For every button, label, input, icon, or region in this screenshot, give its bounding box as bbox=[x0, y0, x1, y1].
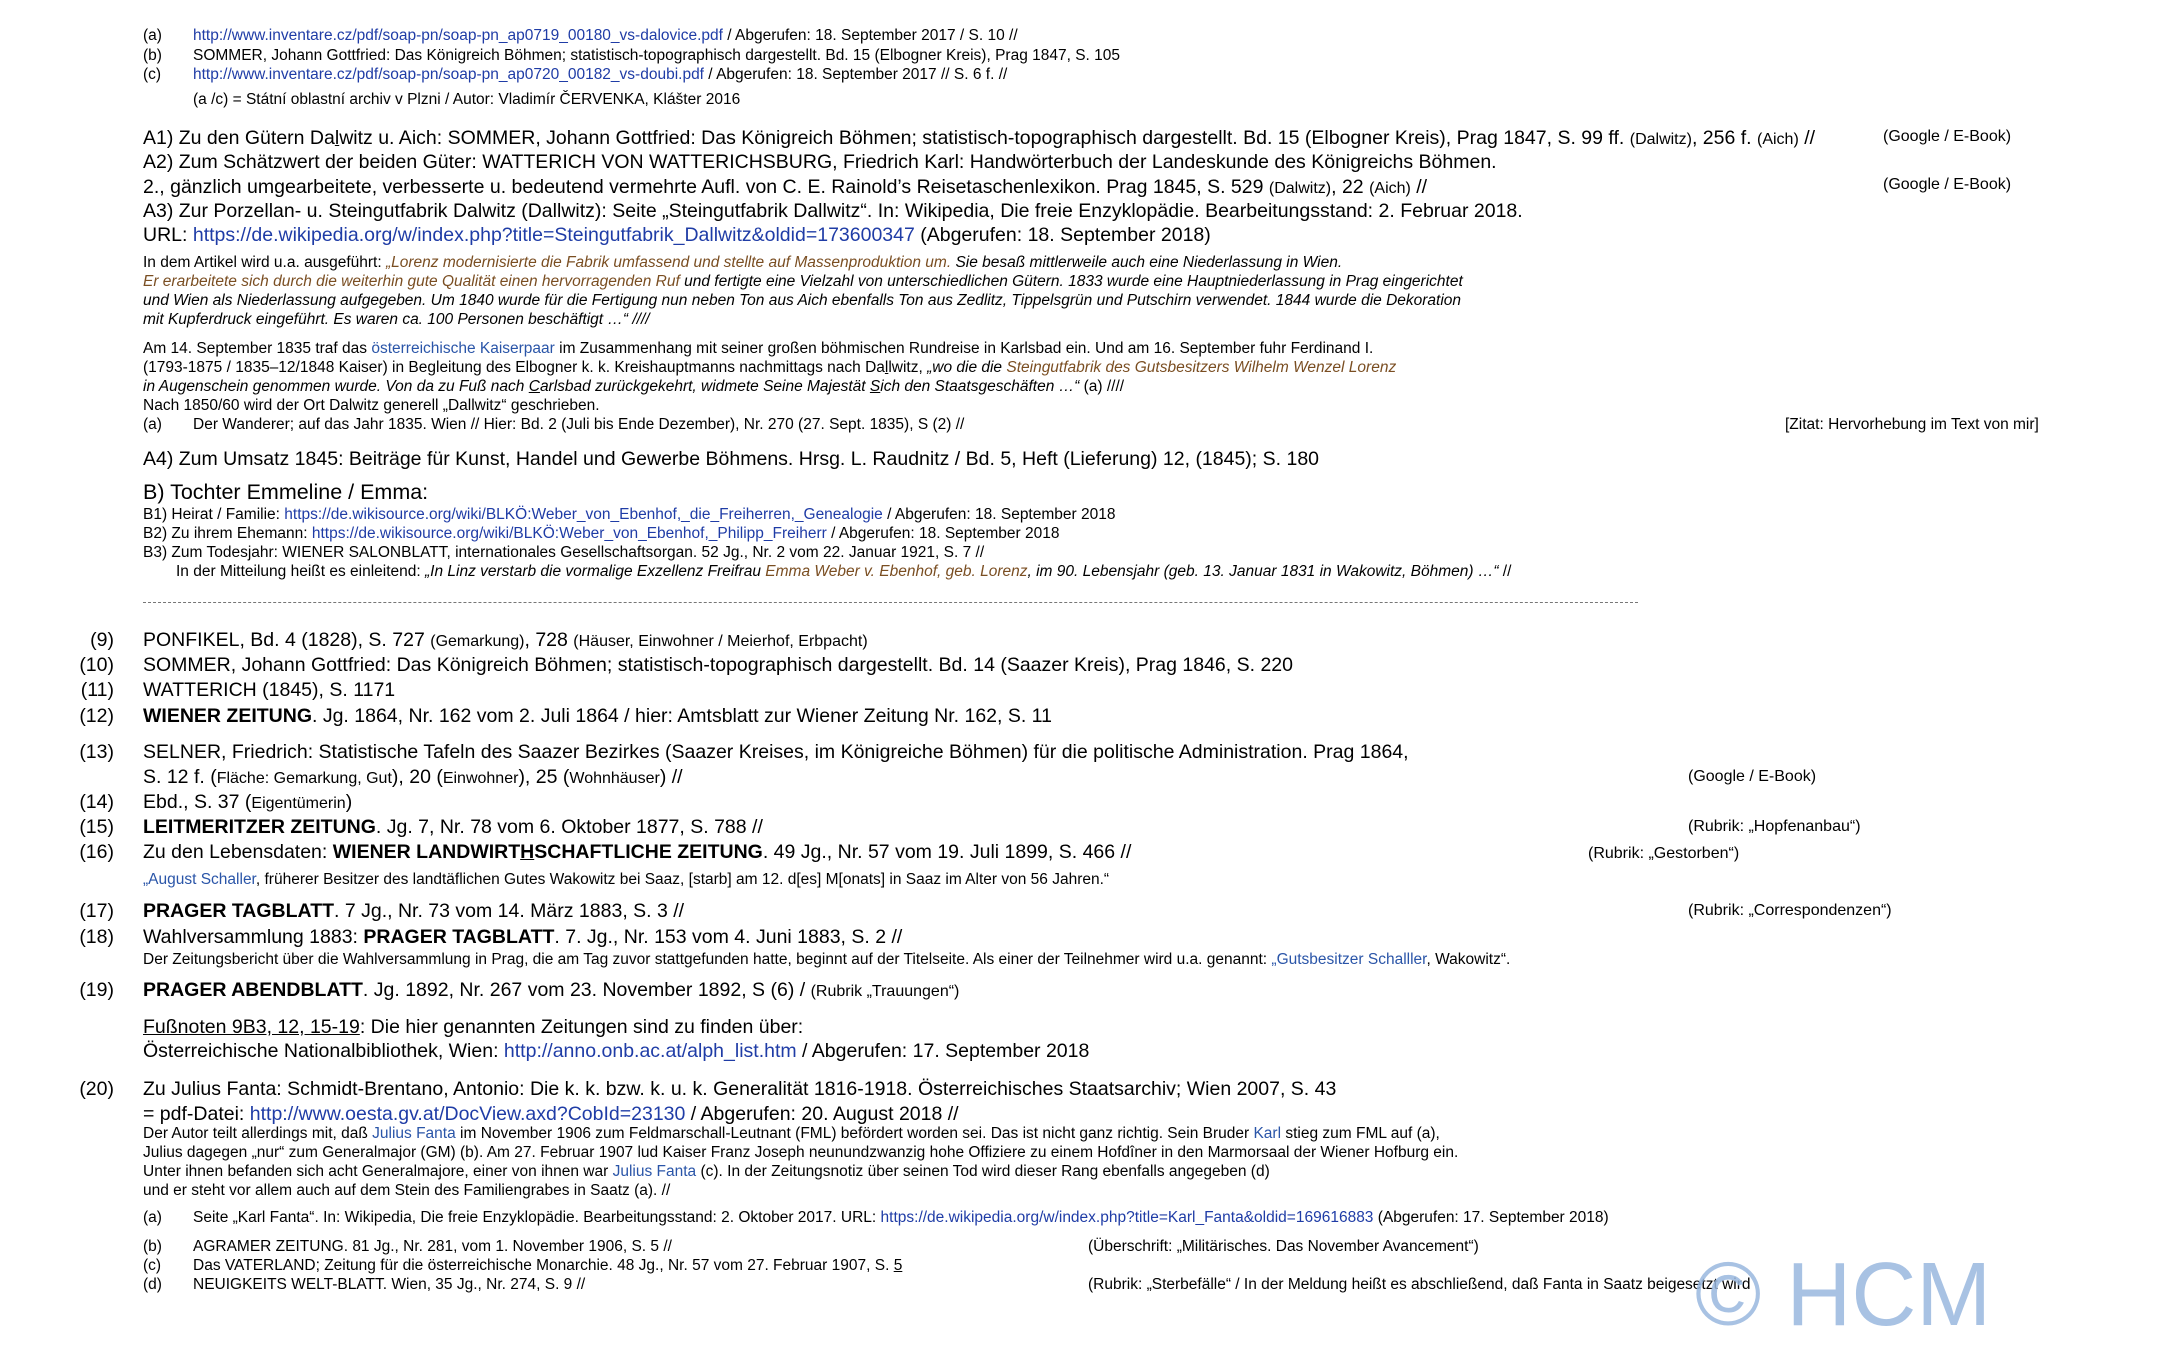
footnote-20-ref-d: (d) NEUIGKEITS WELT-BLATT. Wien, 35 Jg., Nr. 274, S. 9 // bbox=[143, 1276, 586, 1293]
visit-line-4: Nach 1850/60 wird der Ort Dalwitz generell „Dallwitz“ geschrieben. bbox=[143, 397, 600, 414]
footnote-15: LEITMERITZER ZEITUNG. Jg. 7, Nr. 78 vom 6. Oktober 1877, S. 788 // bbox=[143, 816, 763, 838]
footnote-18: Wahlversammlung 1883: PRAGER TAGBLATT. 7. Jg., Nr. 153 vom 4. Juni 1883, S. 2 // bbox=[143, 926, 903, 948]
footnote-17: PRAGER TAGBLATT. 7 Jg., Nr. 73 vom 14. März 1883, S. 3 // bbox=[143, 900, 685, 922]
footnote-13-source: (Google / E-Book) bbox=[1688, 768, 1817, 785]
footnote-20-text-2: Julius dagegen „nur“ zum Generalmajor (GM) (b). Am 27. Februar 1907 lud Kaiser Franz Joseph neunundzwanzig hohe Offiziere zu einem Hofdîner in den Marmorsaal der Wiener Hofburg ein. bbox=[143, 1144, 1459, 1161]
ref-top-a-link[interactable]: http://www.inventare.cz/pdf/soap-pn/soap-pn_ap0719_00180_vs-dalovice.pdf bbox=[193, 27, 723, 44]
ref-top-c: (c) http://www.inventare.cz/pdf/soap-pn/soap-pn_ap0720_00182_vs-doubi.pdf / Abgerufen: 18. September 2017 // S. 6 f. // bbox=[143, 66, 1008, 83]
ref-top-b: (b) SOMMER, Johann Gottfried: Das Königreich Böhmen; statistisch-topographisch dargestellt. Bd. 15 (Elbogner Kreis), Prag 1847, S. 105 bbox=[143, 47, 1121, 64]
footnote-number-19: (19) bbox=[79, 979, 114, 1001]
ref-top-c-link[interactable]: http://www.inventare.cz/pdf/soap-pn/soap-pn_ap0720_00182_vs-doubi.pdf bbox=[193, 66, 704, 83]
footnote-number-11: (11) bbox=[80, 679, 114, 701]
footnote-11: WATTERICH (1845), S. 1171 bbox=[143, 679, 396, 701]
b2-link[interactable]: https://de.wikisource.org/wiki/BLKÖ:Weber_von_Ebenhof,_Philipp_Freiherr bbox=[311, 525, 827, 542]
footnote-number-14: (14) bbox=[79, 791, 114, 813]
footnote-note-line-1: Fußnoten 9B3, 12, 15-19: Die hier genannten Zeitungen sind zu finden über: bbox=[143, 1016, 804, 1038]
footnote-13-line-2: S. 12 f. (Fläche: Gemarkung, Gut), 20 (Einwohner), 25 (Wohnhäuser) // bbox=[143, 766, 683, 788]
onb-link[interactable]: http://anno.onb.ac.at/alph_list.htm bbox=[503, 1040, 797, 1062]
visit-line-1: Am 14. September 1835 traf das österreichische Kaiserpaar im Zusammenhang mit seiner großen böhmischen Rundreise in Karlsbad ein. Und am 16. September fuhr Ferdinand I. bbox=[143, 340, 1374, 357]
footnote-number-12: (12) bbox=[79, 705, 114, 727]
visit-line-3: in Augenschein genommen wurde. Von da zu Fuß nach Carlsbad zurückgekehrt, widmete Seine Majestät Sich den Staatsgeschäften …“ (a) //// bbox=[143, 378, 1125, 395]
a1-line: A1) Zu den Gütern Dalwitz u. Aich: SOMMER, Johann Gottfried: Das Königreich Böhmen; statistisch-topographisch dargestellt. Bd. 15 (Elbogner Kreis), Prag 1847, S. 99 ff. (Dalwitz), 256 f. (Aich) // bbox=[143, 127, 1816, 149]
b-heading: B) Tochter Emmeline / Emma: bbox=[143, 480, 429, 504]
visit-ref: (a) Der Wanderer; auf das Jahr 1835. Wien // Hier: Bd. 2 (Juli bis Ende Dezember), Nr. 270 (27. Sept. 1835), S (2) // bbox=[143, 416, 965, 433]
a3-line-2: URL: https://de.wikipedia.org/w/index.php?title=Steingutfabrik_Dallwitz&oldid=173600347 (Abgerufen: 18. September 2018) bbox=[143, 224, 1211, 246]
section-divider bbox=[143, 602, 1638, 603]
b1-link[interactable]: https://de.wikisource.org/wiki/BLKÖ:Weber_von_Ebenhof,_die_Freiherren,_Genealogie bbox=[284, 506, 883, 523]
b3-line: B3) Zum Todesjahr: WIENER SALONBLATT, internationales Gesellschaftsorgan. 52 Jg., Nr. 2 vom 22. Januar 1921, S. 7 // bbox=[143, 544, 985, 561]
footnote-17-rubric: (Rubrik: „Correspondenzen“) bbox=[1688, 902, 1892, 919]
footnote-note-line-2: Österreichische Nationalbibliothek, Wien: http://anno.onb.ac.at/alph_list.htm / Abgerufen: 17. September 2018 bbox=[143, 1040, 1090, 1062]
footnote-19: PRAGER ABENDBLATT. Jg. 1892, Nr. 267 vom 23. November 1892, S (6) / (Rubrik „Trauungen“) bbox=[143, 979, 960, 1001]
footnote-10: SOMMER, Johann Gottfried: Das Königreich Böhmen; statistisch-topographisch dargestellt. Bd. 14 (Saazer Kreis), Prag 1846, S. 220 bbox=[143, 654, 1293, 676]
footnote-number-17: (17) bbox=[79, 900, 114, 922]
footnote-number-10: (10) bbox=[79, 654, 114, 676]
footnote-20-ref-a: (a) Seite „Karl Fanta“. In: Wikipedia, Die freie Enzyklopädie. Bearbeitungsstand: 2. Oktober 2017. URL: https://de.wikipedia.org/w/index.php?title=Karl_Fanta&oldid=169616883 (Abgerufen: 17. September 2018) bbox=[143, 1209, 1609, 1226]
a3-link[interactable]: https://de.wikipedia.org/w/index.php?title=Steingutfabrik_Dallwitz&oldid=173600347 bbox=[192, 224, 915, 246]
footnote-16-quote: „August Schaller, früherer Besitzer des landtäflichen Gutes Wakowitz bei Saaz, [starb] am 12. d[es] M[onats] in Saaz im Alter von 56 Jahren.“ bbox=[143, 871, 1110, 888]
footnote-15-rubric: (Rubrik: „Hopfenanbau“) bbox=[1688, 818, 1861, 835]
footnote-9: PONFIKEL, Bd. 4 (1828), S. 727 (Gemarkung), 728 (Häuser, Einwohner / Meierhof, Erbpacht) bbox=[143, 629, 868, 651]
ref-top-a: (a) http://www.inventare.cz/pdf/soap-pn/soap-pn_ap0719_00180_vs-dalovice.pdf / Abgerufen: 18. September 2017 / S. 10 // bbox=[143, 27, 1018, 44]
footnote-number-9: (9) bbox=[90, 629, 114, 651]
footnote-14: Ebd., S. 37 (Eigentümerin) bbox=[143, 791, 353, 813]
footnote-20-ref-b: (b) AGRAMER ZEITUNG. 81 Jg., Nr. 281, vom 1. November 1906, S. 5 // bbox=[143, 1238, 672, 1255]
ref-top-note: (a /c) = Státní oblastní archiv v Plzni / Autor: Vladimír ČERVENKA, Klášter 2016 bbox=[193, 91, 741, 108]
b2-line: B2) Zu ihrem Ehemann: https://de.wikisource.org/wiki/BLKÖ:Weber_von_Ebenhof,_Philipp_Freiherr / Abgerufen: 18. September 2018 bbox=[143, 525, 1060, 542]
footnote-number-15: (15) bbox=[79, 816, 114, 838]
b4-line: In der Mitteilung heißt es einleitend: „In Linz verstarb die vormalige Exzellenz Freifrau Emma Weber v. Ebenhof, geb. Lorenz, im 90. Lebensjahr (geb. 13. Januar 1831 in Wakowitz, Böhmen) …“ // bbox=[176, 563, 1512, 580]
footnote-13-line-1: SELNER, Friedrich: Statistische Tafeln des Saazer Bezirkes (Saazer Kreises, im Königreiche Böhmen) für die politische Administration. Prag 1864, bbox=[143, 741, 1409, 763]
footnote-number-13: (13) bbox=[79, 741, 114, 763]
article-line-3: und Wien als Niederlassung aufgegeben. Um 1840 wurde für die Fertigung nun neben Ton aus Aich ebenfalls Ton aus Zedlitz, Tippelsgrün und Putschirn verwendet. 1844 wurde die Dekoration bbox=[143, 292, 1462, 309]
footnote-number-18: (18) bbox=[79, 926, 114, 948]
a2-line-1: A2) Zum Schätzwert der beiden Güter: WATTERICH VON WATTERICHSBURG, Friedrich Karl: Handwörterbuch der Landeskunde des Königreichs Böhmen. bbox=[143, 151, 1497, 173]
footnote-20-ref-b-note: (Überschrift: „Militärisches. Das November Avancement“) bbox=[1088, 1238, 1479, 1255]
footnote-20: Zu Julius Fanta: Schmidt-Brentano, Antonio: Die k. k. bzw. k. u. k. Generalität 1816-1918. Österreichisches Staatsarchiv; Wien 2007, S. 43 bbox=[143, 1078, 1337, 1100]
footnote-16: Zu den Lebensdaten: WIENER LANDWIRTHSCHAFTLICHE ZEITUNG. 49 Jg., Nr. 57 vom 19. Juli 1899, S. 466 // bbox=[143, 841, 1132, 863]
footnote-20-text-4: und er steht vor allem auch auf dem Stein des Familiengrabes in Saatz (a). // bbox=[143, 1182, 671, 1199]
footnote-12: WIENER ZEITUNG. Jg. 1864, Nr. 162 vom 2. Juli 1864 / hier: Amtsblatt zur Wiener Zeitung Nr. 162, S. 11 bbox=[143, 705, 1052, 727]
footnote-20-text-1: Der Autor teilt allerdings mit, daß Julius Fanta im November 1906 zum Feldmarschall-Leutnant (FML) befördert worden sei. Das ist nicht ganz richtig. Sein Bruder Karl stieg zum FML auf (a), bbox=[143, 1125, 1440, 1142]
footnote-20-ref-c: (c) Das VATERLAND; Zeitung für die österreichische Monarchie. 48 Jg., Nr. 57 vom 27. Februar 1907, S. 5 bbox=[143, 1257, 903, 1274]
visit-ref-note: [Zitat: Hervorhebung im Text von mir] bbox=[1785, 416, 2039, 433]
visit-line-2: (1793-1875 / 1835–12/1848 Kaiser) in Begleitung des Elbogner k. k. Kreishauptmanns nachmittags nach Dallwitz, „wo die die Steingutfabrik des Gutsbesitzers Wilhelm Wenzel Lorenz bbox=[143, 359, 1397, 376]
a3-line-1: A3) Zur Porzellan- u. Steingutfabrik Dalwitz (Dallwitz): Seite „Steingutfabrik Dallwitz“. In: Wikipedia, Die freie Enzyklopädie. Bearbeitungsstand: 2. Februar 2018. bbox=[143, 200, 1523, 222]
karl-fanta-link[interactable]: https://de.wikipedia.org/w/index.php?title=Karl_Fanta&oldid=169616883 bbox=[880, 1209, 1374, 1226]
footnote-18-quote: Der Zeitungsbericht über die Wahlversammlung in Prag, die am Tag zuvor stattgefunden hatte, beginnt auf der Titelseite. Als einer der Teilnehmer wird u.a. genannt: „Gutsbesitzer Schalller, Wakowitz“. bbox=[143, 951, 1511, 968]
a2-line-2: 2., gänzlich umgearbeitete, verbesserte u. bedeutend vermehrte Aufl. von C. E. Rainold’s Reisetaschenlexikon. Prag 1845, S. 529 (Dalwitz), 22 (Aich) // bbox=[143, 176, 1428, 198]
a4-line: A4) Zum Umsatz 1845: Beiträge für Kunst, Handel und Gewerbe Böhmens. Hrsg. L. Raudnitz / Bd. 5, Heft (Lieferung) 12, (1845); S. 180 bbox=[143, 448, 1320, 470]
article-line-2: Er erarbeitete sich durch die weiterhin gute Qualität einen hervorragenden Ruf und fertigte eine Vielzahl von unterschiedlichen Gütern. 1833 wurde eine Hauptniederlassung in Prag eingerichtet bbox=[143, 273, 1463, 290]
footnote-20-ref-d-note: (Rubrik: „Sterbefälle“ / In der Meldung heißt es abschließend, daß Fanta in Saatz beigesetzt wird bbox=[1088, 1276, 1751, 1293]
oesta-link[interactable]: http://www.oesta.gv.at/DocView.axd?CobId=23130 bbox=[249, 1103, 686, 1125]
footnote-20-pdf: = pdf-Datei: http://www.oesta.gv.at/DocView.axd?CobId=23130 / Abgerufen: 20. August 2018 // bbox=[143, 1103, 959, 1125]
footnote-number-20: (20) bbox=[79, 1078, 114, 1100]
article-line-1: In dem Artikel wird u.a. ausgeführt: „Lorenz modernisierte die Fabrik umfassend und stellte auf Massenproduktion um. Sie besaß mittlerweile auch eine Niederlassung in Wien. bbox=[143, 254, 1343, 271]
footnote-20-text-3: Unter ihnen befanden sich acht Generalmajore, einer von ihnen war Julius Fanta (c). In der Zeitungsnotiz über seinen Tod wird dieser Rang ebenfalls angegeben (d) bbox=[143, 1163, 1270, 1180]
footnote-number-16: (16) bbox=[79, 841, 114, 863]
article-line-4: mit Kupferdruck eingeführt. Es waren ca. 100 Personen beschäftigt …“ //// bbox=[143, 311, 650, 328]
b1-line: B1) Heirat / Familie: https://de.wikisource.org/wiki/BLKÖ:Weber_von_Ebenhof,_die_Freiherren,_Genealogie / Abgerufen: 18. September 2018 bbox=[143, 506, 1116, 523]
copyright-watermark: © HCM bbox=[1695, 1245, 1992, 1345]
a1-source: (Google / E-Book) bbox=[1883, 128, 2012, 145]
a2-source: (Google / E-Book) bbox=[1883, 176, 2012, 193]
footnote-16-rubric: (Rubrik: „Gestorben“) bbox=[1588, 845, 1740, 862]
